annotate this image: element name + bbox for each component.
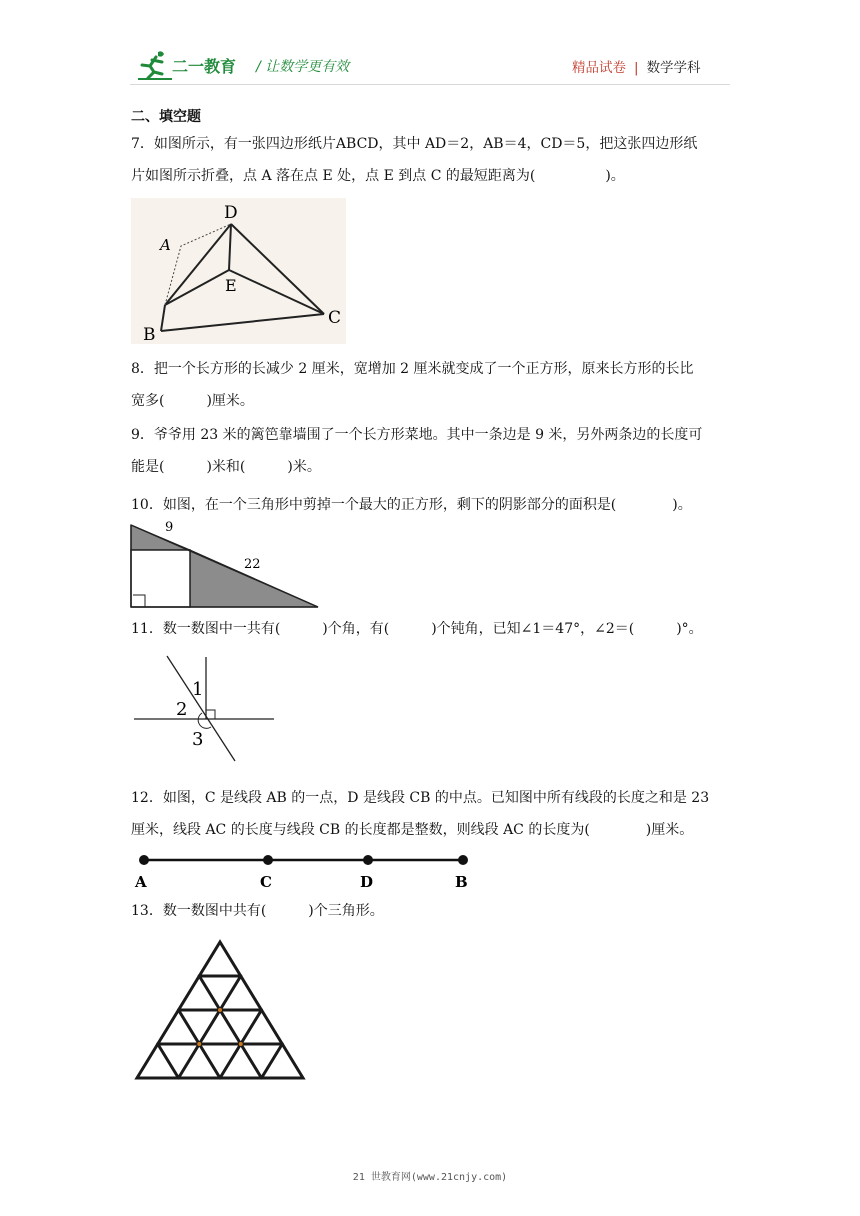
slogan: / 让数学更有效 bbox=[256, 59, 350, 75]
q11-label-2: 2 bbox=[176, 699, 188, 720]
q12-point-A bbox=[139, 855, 149, 865]
q9-line1: 9．爷爷用 23 米的篱笆靠墙围了一个长方形菜地。其中一条边是 9 米，另外两条边的长度可 bbox=[131, 427, 703, 443]
q7-label-A: A bbox=[160, 236, 171, 254]
q8-line2: 宽多( )厘米。 bbox=[131, 393, 254, 409]
q13-joint bbox=[239, 1042, 243, 1046]
subject-label: 数学学科 bbox=[646, 60, 701, 76]
q11-figure bbox=[131, 652, 277, 764]
question-7 bbox=[131, 128, 731, 192]
q9-line2: 能是( )米和( )米。 bbox=[131, 459, 321, 475]
q7-label-E: E bbox=[225, 276, 237, 295]
q10-label-top: 9 bbox=[165, 520, 174, 535]
q13-e3 bbox=[158, 1044, 179, 1078]
q13-figure bbox=[131, 938, 309, 1084]
q7-line2: 片如图所示折叠，点 A 落在点 E 处，点 E 到点 C 的最短距离为( )。 bbox=[131, 168, 625, 184]
logo-runner-icon bbox=[136, 48, 176, 82]
question-12 bbox=[131, 782, 731, 846]
question-13 bbox=[131, 895, 731, 927]
q7-figure bbox=[131, 198, 346, 344]
separator: | bbox=[634, 60, 639, 76]
q12-point-B bbox=[458, 855, 468, 865]
q12-label-B: B bbox=[455, 873, 468, 891]
q12-figure bbox=[131, 850, 476, 892]
footer: 21 世教育网(www.21cnjy.com) bbox=[352, 1172, 508, 1183]
q11-label-3: 3 bbox=[192, 729, 204, 750]
q7-label-B: B bbox=[143, 325, 156, 344]
q8-line1: 8．把一个长方形的长减少 2 厘米，宽增加 2 厘米就变成了一个正方形，原来长方形的长比 bbox=[131, 361, 694, 377]
q10-square bbox=[131, 550, 190, 607]
q13-joint bbox=[197, 1042, 201, 1046]
q12-line2: 厘米，线段 AC 的长度与线段 CB 的长度都是整数，则线段 AC 的长度为( )厘米。 bbox=[131, 822, 694, 838]
brand-name: 二一教育 bbox=[172, 57, 237, 76]
section-title: 二、填空题 bbox=[131, 109, 201, 125]
question-8 bbox=[131, 353, 731, 417]
q13-line1: 13．数一数图中共有( )个三角形。 bbox=[131, 903, 384, 919]
header-divider bbox=[130, 84, 730, 85]
question-10 bbox=[131, 489, 731, 521]
q11-label-1: 1 bbox=[192, 679, 204, 700]
question-11 bbox=[131, 613, 731, 645]
category-label: 精品试卷 bbox=[572, 60, 626, 76]
question-9 bbox=[131, 419, 731, 483]
q12-line1: 12．如图，C 是线段 AB 的一点，D 是线段 CB 的中点。已知图中所有线段的长度之和是 23 bbox=[131, 790, 710, 806]
q12-point-D bbox=[363, 855, 373, 865]
q11-line1: 11．数一数图中一共有( )个角，有( )个钝角，已知∠1＝47°，∠2＝( )°。 bbox=[131, 621, 703, 637]
q13-d3 bbox=[262, 1044, 283, 1078]
header-right bbox=[572, 56, 701, 76]
q7-label-D: D bbox=[224, 203, 238, 223]
q12-point-C bbox=[263, 855, 273, 865]
q10-label-hyp: 22 bbox=[244, 557, 261, 572]
q12-label-C: C bbox=[260, 873, 272, 891]
q7-label-C: C bbox=[328, 308, 342, 328]
q10-figure bbox=[130, 518, 322, 610]
q10-line1: 10．如图，在一个三角形中剪掉一个最大的正方形，剩下的阴影部分的面积是( )。 bbox=[131, 497, 692, 513]
q12-label-D: D bbox=[360, 873, 374, 891]
q7-line1: 7．如图所示，有一张四边形纸片ABCD，其中 AD＝2，AB＝4，CD＝5，把这张四边形纸 bbox=[131, 136, 698, 152]
q12-label-A: A bbox=[135, 873, 147, 891]
q13-joint bbox=[218, 1008, 222, 1012]
